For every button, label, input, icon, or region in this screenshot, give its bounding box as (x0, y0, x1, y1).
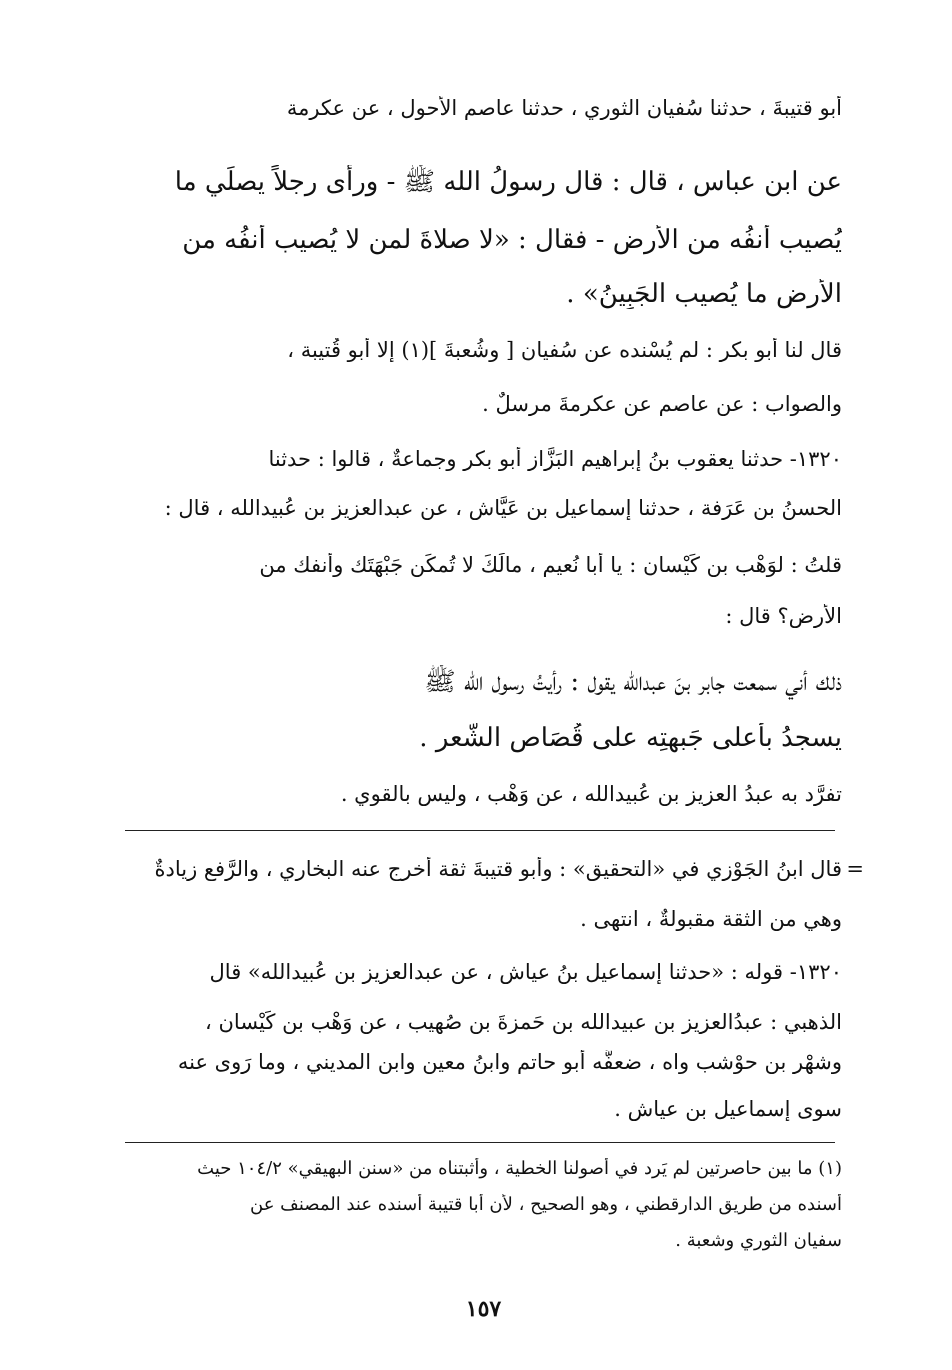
body-line-9: قلتُ : لوَهْب بن كَيْسان : يا أبا نُعيم ، مالَكَ لا تُمكِّن جَبْهَتَك وأنفك من (259, 553, 842, 577)
body-line-12: يسجدُ بأعلى جَبهتِه على قُصَاص الشَّعر . (419, 723, 842, 753)
body-line-2: عن ابن عباس ، قال : قال رسولُ الله ﷺ - ورأى رجلاً يصلِّي ما (174, 167, 842, 197)
note-line-4: الذهبي : عبدُالعزيز بن عبيدالله بن حَمزةَ بن صُهيب ، عن وَهْب بن كَيْسان ، (205, 1010, 842, 1034)
body-line-4: الأرض ما يُصيب الجَبِينُ» . (566, 279, 842, 309)
body-line-6: والصواب : عن عاصمٍ عن عكرمةَ مرسلٌ . (482, 392, 842, 416)
body-line-7: ١٣٢٠- حدثنا يعقوب بنُ إبراهيم البَزَّاز أبو بكر وجماعةٌ ، قالوا : حدثنا (268, 447, 842, 471)
note-line-5: وشهْر بن حوْشب واه ، ضعفَّه أبو حاتم وابنُ معين وابن المديني ، وما رَوى عنه (177, 1050, 842, 1074)
footnote-line-2: أسنده من طريق الدارقطني ، وهو الصحيح ، لأن أبا قتيبة أسنده عند المصنف عن (250, 1194, 842, 1215)
note-line-3: ١٣٢٠- قوله : «حدثنا إسماعيل بنُ عياش ، عن عبدالعزيز بن عُبيدالله» قال (209, 960, 842, 984)
notes-separator (125, 830, 835, 831)
page-number: ١٥٧ (465, 1296, 502, 1322)
body-line-5: قال لنا أبو بكر : لم يُسْنده عن سُفيان [ وشُعبةَ ](١) إلا أبو قُتيبة ، (287, 338, 842, 362)
continuation-marker: = (846, 857, 864, 881)
body-line-10: الأرض؟ قال : (725, 604, 842, 628)
footnote-line-3: سفيان الثوري وشعبة . (675, 1230, 842, 1251)
body-line-3: يُصيب أنفُه من الأرض - فقال : «لا صلاةَ لمن لا يُصيب أنفُه من (182, 225, 842, 255)
footnote-separator (125, 1142, 835, 1143)
body-line-13: تفرَّد به عبدُ العزيز بن عُبيدالله ، عن وَهْب ، وليس بالقوي . (340, 782, 842, 806)
note-line-6: سوى إسماعيل بن عياش . (614, 1097, 842, 1121)
note-line-1: قال ابنُ الجَوْزي في «التحقيق» : وأبو قتيبةَ ثقة أخرج عنه البخاري ، والرَّفع زيادةٌ (154, 857, 842, 881)
body-line-8: الحسنُ بن عَرَفة ، حدثنا إسماعيل بن عَيَّاش ، عن عبدالعزيز بن عُبيدالله ، قال : (164, 496, 842, 520)
note-line-2: وهي من الثقة مقبولةٌ ، انتهى . (580, 907, 842, 931)
footnote-line-1: (١) ما بين حاصرتين لم يَرد في أصولنا الخطية ، وأثبتناه من «سنن البهيقي» ١٠٤/٢ حيث (197, 1158, 842, 1179)
body-line-11: ذلك أني سمعت جابر بنَ عبدالله يقول : رأيتُ رسول الله ﷺ (424, 667, 842, 697)
body-line-1: أبو قتيبةَ ، حدثنا سُفيان الثوري ، حدثنا عاصم الأحول ، عن عكرمة (286, 96, 842, 120)
page-content (125, 0, 864, 1370)
